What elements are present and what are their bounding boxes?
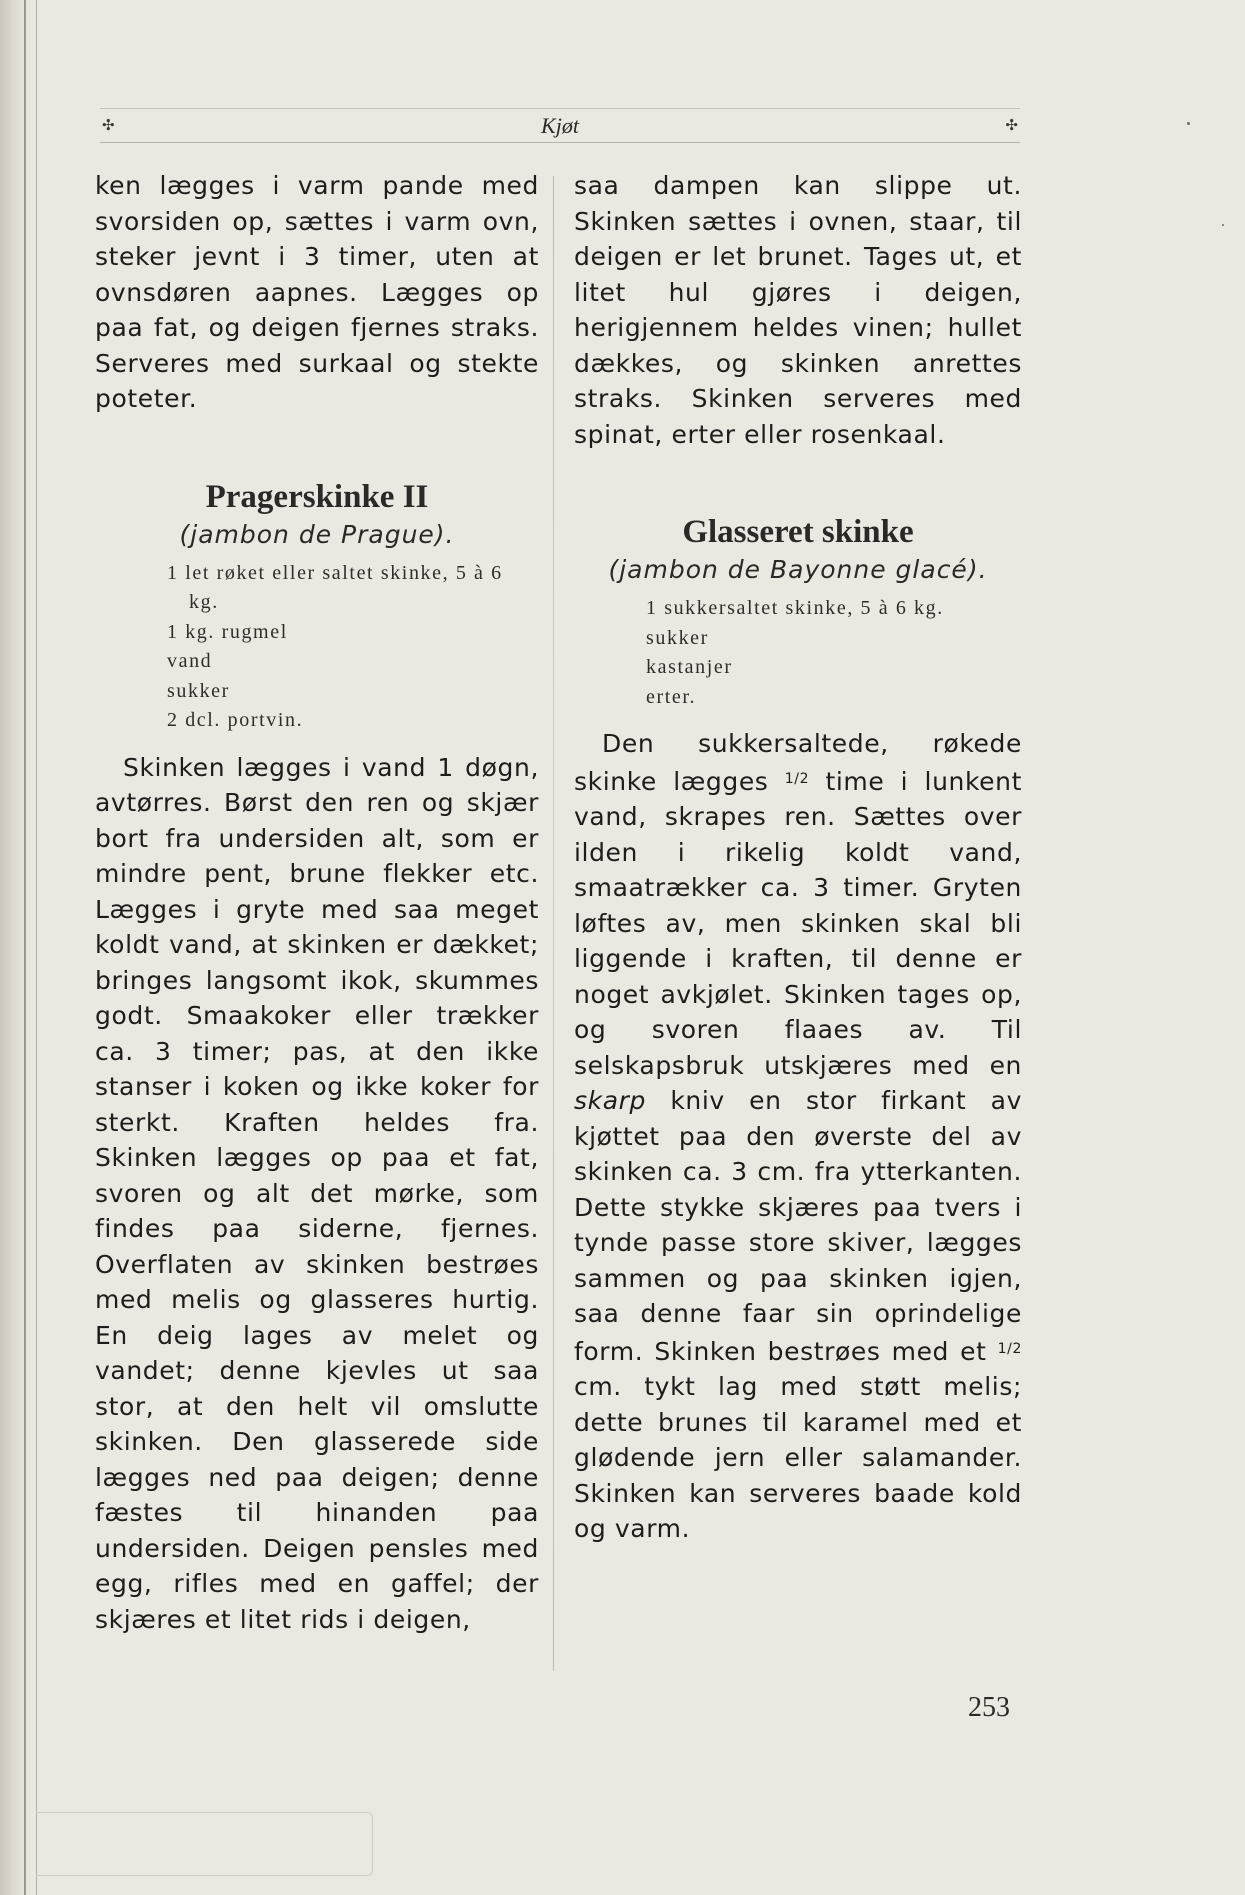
instructions-text: Den sukkersaltede, røkede skinke lægges	[574, 729, 1022, 796]
emphasis-word: skarp	[574, 1086, 646, 1115]
ingredient-item: kastanjer	[646, 656, 733, 678]
fraction: 1/2	[784, 770, 810, 787]
recipe-subtitle: (jambon de Bayonne glacé).	[608, 555, 988, 584]
recipe-title: Glasseret skinke	[682, 514, 914, 550]
page-number: 253	[968, 1692, 1010, 1723]
ingredient-list	[167, 559, 537, 736]
fraction: 1/2	[997, 1340, 1022, 1357]
running-head-title: Kjøt	[541, 113, 579, 138]
instructions-paragraph: Skinken lægges i vand 1 døgn, avtørres. Børst den ren og skjær bort fra undersiden alt, som er mindre pent, brune flekker etc. Lægges i gryte med saa meget koldt vand, at skinken er dækket; bringes langsomt ikok, skummes godt. Smaakoker eller trækker ca. 3 timer; pas, at den ikke stanser i koken og ikke koker for sterkt. Kraften heldes fra. Skinken lægges op paa et fat, svoren og alt det mørke, som findes paa siderne, fjernes. Overflaten av skinken bestrøes med melis og glasseres hurtig. En deig lages av melet og vandet; denne kjevles ut saa stor, at den helt vil omslutte skinken. Den glasserede side lægges ned paa deigen; denne fæstes til hinanden paa undersiden. Deigen pensles med egg, rifles med en gaffel; der skjæres et litet rids i deigen,	[95, 752, 539, 1634]
ingredient-item: sukker	[167, 679, 230, 702]
instructions-text: kniv en stor firkant av kjøttet paa den øverste del av skinken ca. 3 cm. fra ytterkanten. Dette stykke skjæres paa tvers i tynde passe store skiver, lægges sammen og paa skinken igjen, saa denne faar sin oprindelige form. Skinken bestrøes med et	[574, 1086, 1022, 1366]
ingredient-list	[646, 594, 1016, 712]
column-divider	[553, 176, 554, 1671]
instructions-paragraph	[574, 726, 1022, 1547]
paper-speck	[1187, 122, 1190, 125]
header-rule	[100, 142, 1020, 143]
ingredient-item: vand	[167, 650, 213, 672]
book-gutter	[0, 0, 34, 1895]
ingredient-item: 1 sukkersaltet skinke, 5 à 6 kg.	[646, 597, 944, 619]
ornament-icon: ✣	[102, 116, 115, 134]
gutter-line	[24, 0, 26, 1895]
paper-speck	[1222, 224, 1224, 226]
page-tab-mark	[36, 1812, 373, 1876]
ingredient-item: 1 let røket eller saltet skinke, 5 à 6 kg.	[167, 561, 503, 613]
gutter-line	[36, 0, 37, 1895]
left-column	[95, 168, 539, 1637]
instructions-text: time i lunkent vand, skrapes ren. Sættes over ilden i rikelig koldt vand, smaatrækker ca. 3 timer. Gryten løftes av, men skinken skal bli liggende i kraften, til denne er noget avkjølet. Skinken tages op, og svoren flaaes av. Til selskapsbruk utskjæres med en	[574, 766, 1022, 1080]
ornament-icon: ✣	[1005, 116, 1018, 134]
ingredient-item: sukker	[646, 626, 709, 649]
ingredient-item: 1 kg. rugmel	[167, 620, 288, 643]
ingredient-item: 2 dcl. portvin.	[167, 709, 304, 731]
recipe-title: Pragerskinke II	[205, 478, 429, 515]
right-column	[574, 168, 1022, 1547]
running-header	[100, 104, 1020, 144]
header-rule	[100, 108, 1020, 109]
continued-paragraph: saa dampen kan slippe ut. Skinken sættes i ovnen, staar, til deigen er let brunet. Tages ut, et litet hul gjøres i deigen, herigjennem heldes vinen; hullet dækkes, og skinken anrettes straks. Skinken serveres med spinat, erter eller rosenkaal.	[574, 171, 1022, 449]
continued-paragraph: ken lægges i varm pande med svorsiden op, sættes i varm ovn, steker jevnt i 3 timer, uten at ovnsdøren aapnes. Lægges op paa fat, og deigen fjernes straks. Serveres med surkaal og stekte poteter.	[95, 171, 539, 413]
recipe-subtitle: (jambon de Prague).	[179, 519, 455, 549]
instructions-text: cm. tykt lag med støtt melis; dette brunes til karamel med et glødende jern eller salamander. Skinken kan serveres baade kold og varm.	[574, 1372, 1022, 1543]
ingredient-item: erter.	[646, 685, 697, 708]
